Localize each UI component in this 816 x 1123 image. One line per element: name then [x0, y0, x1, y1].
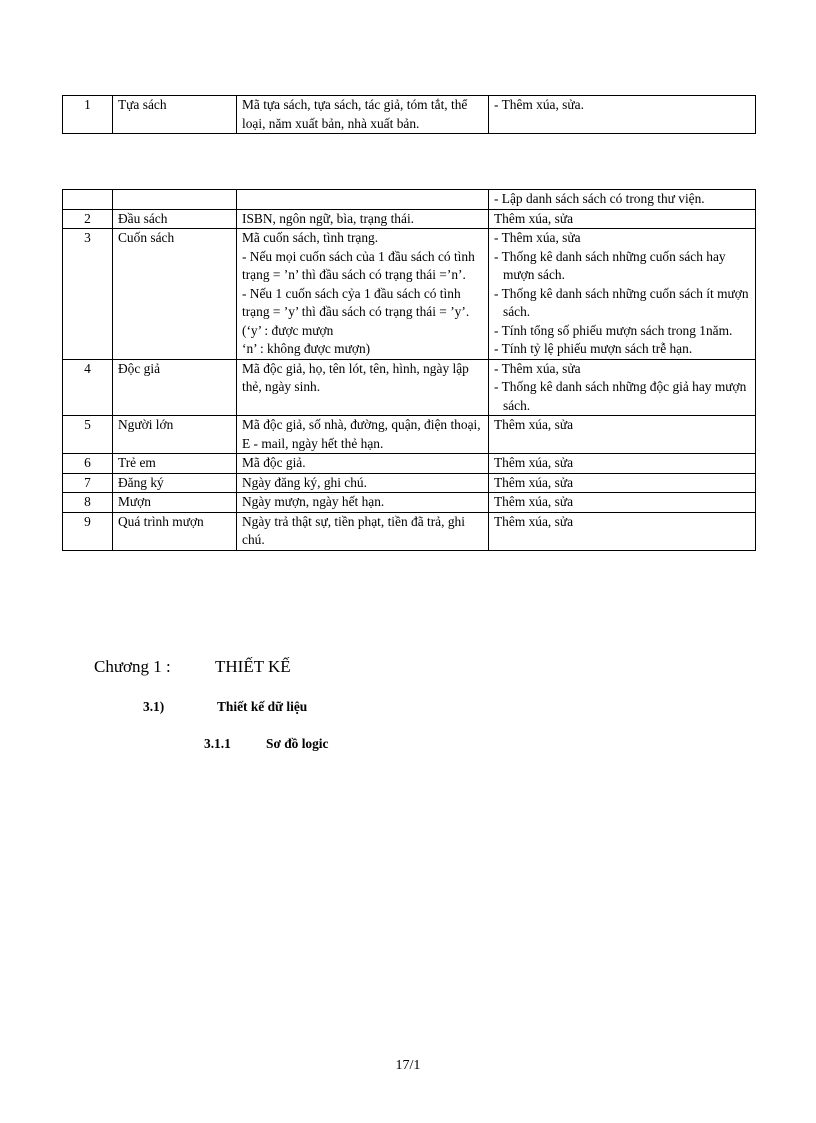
- row-number: 7: [63, 473, 113, 493]
- entity-attributes: [237, 190, 489, 210]
- row-number: 9: [63, 512, 113, 550]
- row-number: 1: [63, 96, 113, 134]
- section-number: 3.1): [143, 699, 165, 714]
- table-row: [63, 493, 756, 513]
- entity-name: [113, 190, 237, 210]
- entity-attributes-line: Mã độc giả, số nhà, đường, quận, điện thoại, E - mail, ngày hết thẻ hạn.: [242, 417, 481, 451]
- entity-attributes: [237, 416, 489, 454]
- entity-attributes-line: Ngày mượn, ngày hết hạn.: [242, 494, 385, 509]
- entity-operations: [489, 493, 756, 513]
- row-number: 3: [63, 229, 113, 360]
- table-row: [63, 96, 756, 134]
- entity-operations: [489, 190, 756, 210]
- chapter-heading: [94, 657, 291, 677]
- row-number: 5: [63, 416, 113, 454]
- entity-operations: [489, 473, 756, 493]
- entity-name: Đăng ký: [113, 473, 237, 493]
- row-number: [63, 190, 113, 210]
- entity-operations: [489, 229, 756, 360]
- row-number: 6: [63, 454, 113, 474]
- entity-operations: [489, 454, 756, 474]
- entity-operations-line: - Lập danh sách sách có trong thư viện.: [494, 191, 705, 206]
- entity-operations-line: - Thống kê danh sách những cuốn sách hay mượn sách.: [494, 248, 726, 282]
- entity-name: Trẻ em: [113, 454, 237, 474]
- entity-name: Tựa sách: [113, 96, 237, 134]
- row-number: 8: [63, 493, 113, 513]
- entity-name: Người lớn: [113, 416, 237, 454]
- table-row: [63, 359, 756, 416]
- entity-attributes: [237, 359, 489, 416]
- table-row: [63, 473, 756, 493]
- table-row: [63, 512, 756, 550]
- entity-operations-line: - Tính tỷ lệ phiếu mượn sách trễ hạn.: [494, 341, 693, 356]
- table-row: [63, 229, 756, 360]
- entity-table-part-1: [62, 95, 756, 134]
- chapter-label: Chương 1 :: [94, 657, 171, 676]
- table-row: [63, 190, 756, 210]
- chapter-title: THIẾT KẾ: [215, 657, 291, 676]
- entity-attributes: [237, 512, 489, 550]
- entity-table-part-2: [62, 189, 756, 551]
- entity-attributes-line: ISBN, ngôn ngữ, bìa, trạng thái.: [242, 210, 415, 226]
- table-row: [63, 209, 756, 229]
- entity-attributes-line: Ngày đăng ký, ghi chú.: [242, 474, 367, 490]
- subsection-number: 3.1.1: [204, 736, 231, 751]
- entity-attributes-line: - Nếu mọi cuốn sách của 1 đầu sách có tình trạng = ’n’ thì đầu sách có trạng thái =’n’.: [242, 248, 475, 282]
- entity-attributes: [237, 493, 489, 513]
- entity-attributes: [237, 209, 489, 229]
- entity-name: Quá trình mượn: [113, 512, 237, 550]
- entity-operations-line: Thêm xúa, sửa: [494, 455, 574, 470]
- entity-operations: [489, 209, 756, 229]
- entity-operations-line: Thêm xúa, sửa: [494, 210, 574, 226]
- entity-operations-line: Thêm xúa, sửa: [494, 513, 574, 529]
- entity-operations: [489, 512, 756, 550]
- entity-operations: [489, 359, 756, 416]
- entity-attributes-line: (‘y’ : được mượn: [242, 322, 334, 338]
- entity-operations-line: - Thống kê danh sách những cuốn sách ít mượn sách.: [494, 285, 749, 319]
- row-number: 4: [63, 359, 113, 416]
- table-row: [63, 454, 756, 474]
- entity-attributes: [237, 229, 489, 360]
- entity-attributes-line: - Nếu 1 cuốn sách cỷa 1 đầu sách có tình trạng = ’y’ thì đầu sách có trạng thái = ’y’.: [242, 285, 470, 319]
- section-title: Thiết kế dữ liệu: [217, 699, 308, 714]
- entity-operations: [489, 416, 756, 454]
- entity-attributes: [237, 96, 489, 134]
- entity-operations-line: - Tính tổng số phiếu mượn sách trong 1năm.: [494, 322, 733, 338]
- entity-attributes-line: ‘n’ : không được mượn): [242, 341, 371, 356]
- entity-attributes: [237, 454, 489, 474]
- entity-name: Mượn: [113, 493, 237, 513]
- entity-attributes-line: Mã tựa sách, tựa sách, tác giả, tóm tắt, thể loại, năm xuất bản, nhà xuất bản.: [242, 97, 468, 131]
- entity-operations-line: - Thêm xúa, sửa.: [494, 97, 584, 112]
- entity-name: Cuốn sách: [113, 229, 237, 360]
- entity-name: Độc giả: [113, 359, 237, 416]
- entity-operations-line: Thêm xúa, sửa: [494, 417, 574, 432]
- entity-attributes-line: Mã độc giả, họ, tên lót, tên, hình, ngày lập thẻ, ngày sinh.: [242, 360, 469, 394]
- entity-operations: [489, 96, 756, 134]
- table-row: [63, 416, 756, 454]
- entity-operations-line: Thêm xúa, sửa: [494, 474, 574, 490]
- entity-attributes-line: Mã độc giả.: [242, 455, 306, 470]
- entity-operations-line: Thêm xúa, sửa: [494, 494, 574, 509]
- entity-attributes: [237, 473, 489, 493]
- entity-attributes-line: Mã cuốn sách, tình trạng.: [242, 230, 379, 245]
- subsection-title: Sơ đồ logic: [266, 736, 329, 751]
- entity-operations-line: - Thống kê danh sách những độc giả hay mượn sách.: [494, 379, 747, 413]
- entity-operations-line: - Thêm xúa, sửa: [494, 360, 581, 376]
- entity-name: Đầu sách: [113, 209, 237, 229]
- page-number: 17/1: [395, 1058, 421, 1073]
- entity-attributes-line: Ngày trả thật sự, tiền phạt, tiền đã trả, ghi chú.: [242, 513, 465, 547]
- entity-operations-line: - Thêm xúa, sửa: [494, 230, 581, 245]
- row-number: 2: [63, 209, 113, 229]
